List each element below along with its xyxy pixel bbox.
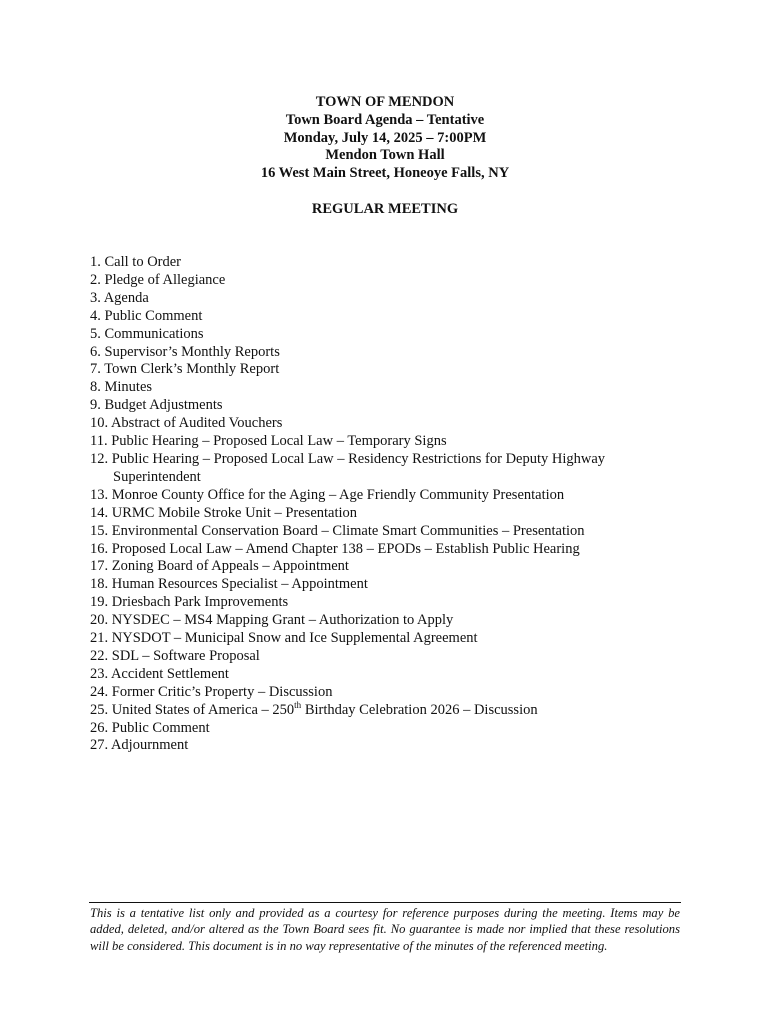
town-name: TOWN OF MENDON: [315, 94, 455, 110]
disclaimer-text: This is a tentative list only and provided as a courtesy for reference purposes during the meeting. Items may be added, deleted, and/or altered as the Town Board sees fit. No guarantee is made nor implied that these resolutions will be considered. This document is in no way representative of the minutes of the referenced meeting.: [90, 906, 680, 953]
agenda-item: 27. Adjournment: [90, 737, 189, 754]
meeting-date-time: Monday, July 14, 2025 – 7:00PM: [283, 129, 487, 146]
agenda-list: [90, 254, 650, 755]
agenda-item: 17. Zoning Board of Appeals – Appointment: [90, 558, 349, 575]
agenda-item: 16. Proposed Local Law – Amend Chapter 138 – EPODs – Establish Public Hearing: [90, 540, 580, 557]
agenda-item: 6. Supervisor’s Monthly Reports: [90, 343, 280, 360]
agenda-item: 20. NYSDEC – MS4 Mapping Grant – Authorization to Apply: [90, 612, 454, 629]
agenda-item: 15. Environmental Conservation Board – Climate Smart Communities – Presentation: [90, 522, 585, 539]
agenda-item: 23. Accident Settlement: [90, 665, 229, 682]
agenda-item: 2. Pledge of Allegiance: [90, 271, 226, 288]
agenda-item: 3. Agenda: [90, 289, 149, 306]
agenda-item-text: Birthday Celebration 2026 – Discussion: [301, 701, 538, 718]
agenda-item: 8. Minutes: [90, 379, 153, 396]
agenda-item-text: 25. United States of America – 250: [90, 701, 295, 718]
agenda-item: [90, 699, 650, 720]
agenda-item: 18. Human Resources Specialist – Appointment: [90, 576, 368, 593]
agenda-item: 11. Public Hearing – Proposed Local Law – Temporary Signs: [90, 433, 447, 450]
agenda-item: 22. SDL – Software Proposal: [90, 647, 260, 664]
agenda-item: 24. Former Critic’s Property – Discussion: [90, 683, 333, 700]
agenda-item: 12. Public Hearing – Proposed Local Law – Residency Restrictions for Deputy Highway Superintendent: [90, 450, 606, 485]
agenda-item: 21. NYSDOT – Municipal Snow and Ice Supplemental Agreement: [90, 630, 478, 647]
ordinal-suffix: th: [294, 699, 302, 710]
footer-divider: [89, 902, 681, 903]
meeting-type-heading: REGULAR MEETING: [311, 201, 459, 217]
agenda-item: 10. Abstract of Audited Vouchers: [90, 415, 283, 432]
agenda-item: 1. Call to Order: [90, 254, 182, 270]
agenda-item: 19. Driesbach Park Improvements: [90, 594, 289, 611]
agenda-item: 14. URMC Mobile Stroke Unit – Presentation: [90, 504, 358, 521]
meeting-venue: Mendon Town Hall: [325, 147, 445, 164]
agenda-item: 7. Town Clerk’s Monthly Report: [90, 361, 280, 378]
agenda-item: 5. Communications: [90, 325, 204, 342]
agenda-item: 13. Monroe County Office for the Aging – Age Friendly Community Presentation: [90, 486, 565, 503]
document-header: [0, 94, 770, 183]
agenda-item: 26. Public Comment: [90, 719, 210, 736]
meeting-address: 16 West Main Street, Honeoye Falls, NY: [260, 165, 510, 182]
agenda-item: 9. Budget Adjustments: [90, 397, 223, 414]
agenda-item: 4. Public Comment: [90, 307, 203, 324]
agenda-title: Town Board Agenda – Tentative: [285, 111, 485, 128]
